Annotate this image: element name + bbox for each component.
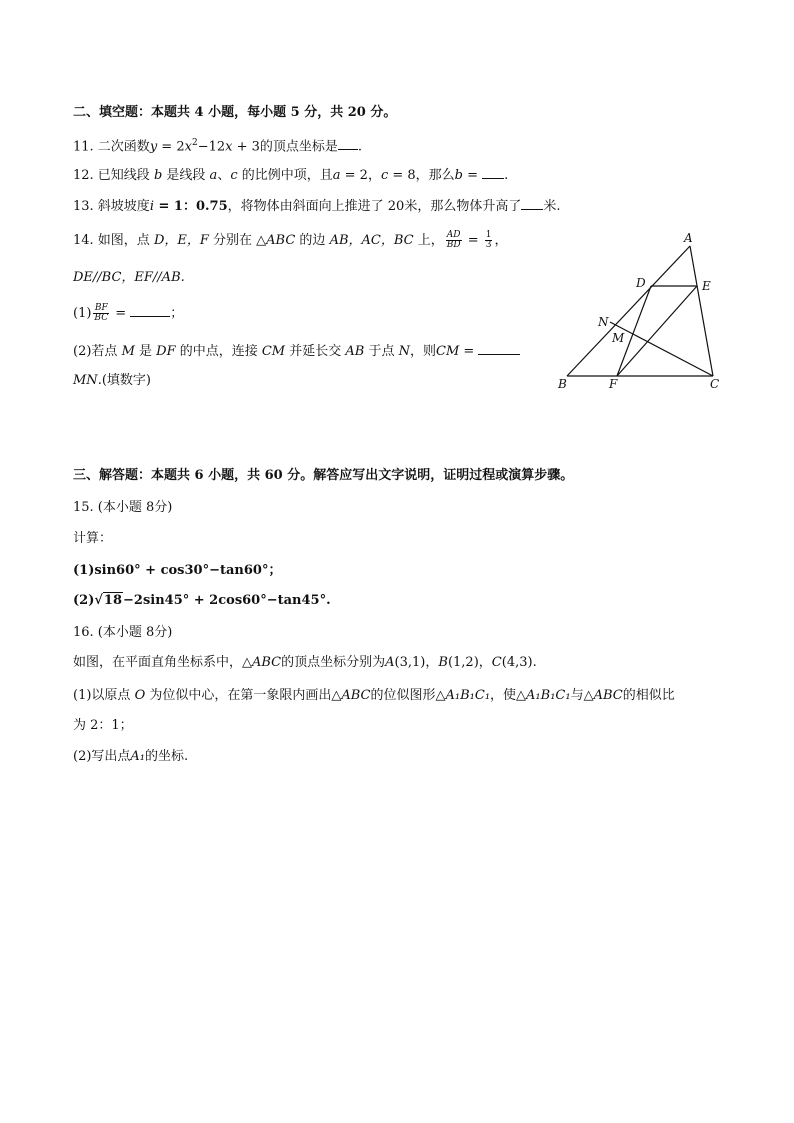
label-e: E <box>702 279 711 293</box>
answer-blank[interactable] <box>338 137 358 150</box>
question-14-stem: 14. 如图，点 D，E，F 分别在 △ABC 的边 AB，AC，BC 上， $\frac{AD}{BD}$ = $\frac{1}{3}$ ， <box>73 230 508 250</box>
fraction-ad-bd: $\frac{AD}{BD}$ <box>446 230 461 250</box>
label-n: N <box>598 315 609 329</box>
side-ab <box>567 246 690 376</box>
triangle-figure <box>555 228 730 393</box>
label-c: C <box>710 377 720 391</box>
answer-blank[interactable] <box>478 342 520 355</box>
label-a: A <box>684 231 693 245</box>
question-12: 12. 已知线段 b 是线段 a、c 的比例中项，且a = 2，c = 8，那么b = . <box>73 168 509 183</box>
question-14-condition: DE//BC，EF//AB. <box>73 270 185 285</box>
section-2-header: 二、填空题：本题共 4 小题，每小题 5 分，共 20 分。 <box>73 105 397 120</box>
question-15-title: 15. (本小题 8分) <box>73 500 173 515</box>
question-15-part-1: (1)sin60° + cos30°−tan60°； <box>73 563 282 578</box>
label-f: F <box>609 377 618 391</box>
section-3-header: 三、解答题：本题共 6 小题，共 60 分。解答应写出文字说明，证明过程或演算步骤。 <box>73 468 574 483</box>
question-14-part-1: (1) $\frac{BF}{BC}$ = ； <box>73 303 184 323</box>
question-15-intro: 计算： <box>73 531 113 546</box>
answer-blank[interactable] <box>521 197 543 210</box>
answer-blank[interactable] <box>482 166 504 179</box>
question-14-part-2: (2)若点 M 是 DF 的中点，连接 CM 并延长交 AB 于点 N，则CM = <box>73 342 520 361</box>
label-m: M <box>612 331 625 345</box>
question-16-part-1: (1)以原点 O 为位似中心，在第一象限内画出△ABC的位似图形△A₁B₁C₁，使△A₁B₁C₁与△ABC的相似比 <box>73 688 675 703</box>
label-b: B <box>558 377 567 391</box>
question-16-part-1-cont: 为 2：1； <box>73 718 133 733</box>
fraction-one-third: $\frac{1}{3}$ <box>485 230 492 250</box>
segment-cn <box>610 322 713 376</box>
side-ac <box>690 246 713 376</box>
question-16-part-2: (2)写出点A₁的坐标. <box>73 749 189 764</box>
fraction-bf-bc: $\frac{BF}{BC}$ <box>94 303 109 323</box>
sqrt-expression: √18 <box>94 593 122 608</box>
segment-ef <box>617 286 697 376</box>
question-16-title: 16. (本小题 8分) <box>73 625 173 640</box>
question-13: 13. 斜坡坡度i = 1：0.75，将物体由斜面向上推进了 20米，那么物体升高了 米. <box>73 199 561 214</box>
answer-blank[interactable] <box>130 304 170 317</box>
question-15-part-2: (2)√18−2sin45° + 2cos60°−tan45°. <box>73 593 331 608</box>
label-d: D <box>636 276 646 290</box>
question-11: 11. 二次函数$y = 2x^2-12x + 3$的顶点坐标是 . <box>73 138 363 155</box>
question-14-part-2-cont: MN.(填数字) <box>73 373 151 388</box>
question-16-stem: 如图，在平面直角坐标系中，△ABC的顶点坐标分别为A(3,1)，B(1,2)，C(4,3). <box>73 655 537 670</box>
